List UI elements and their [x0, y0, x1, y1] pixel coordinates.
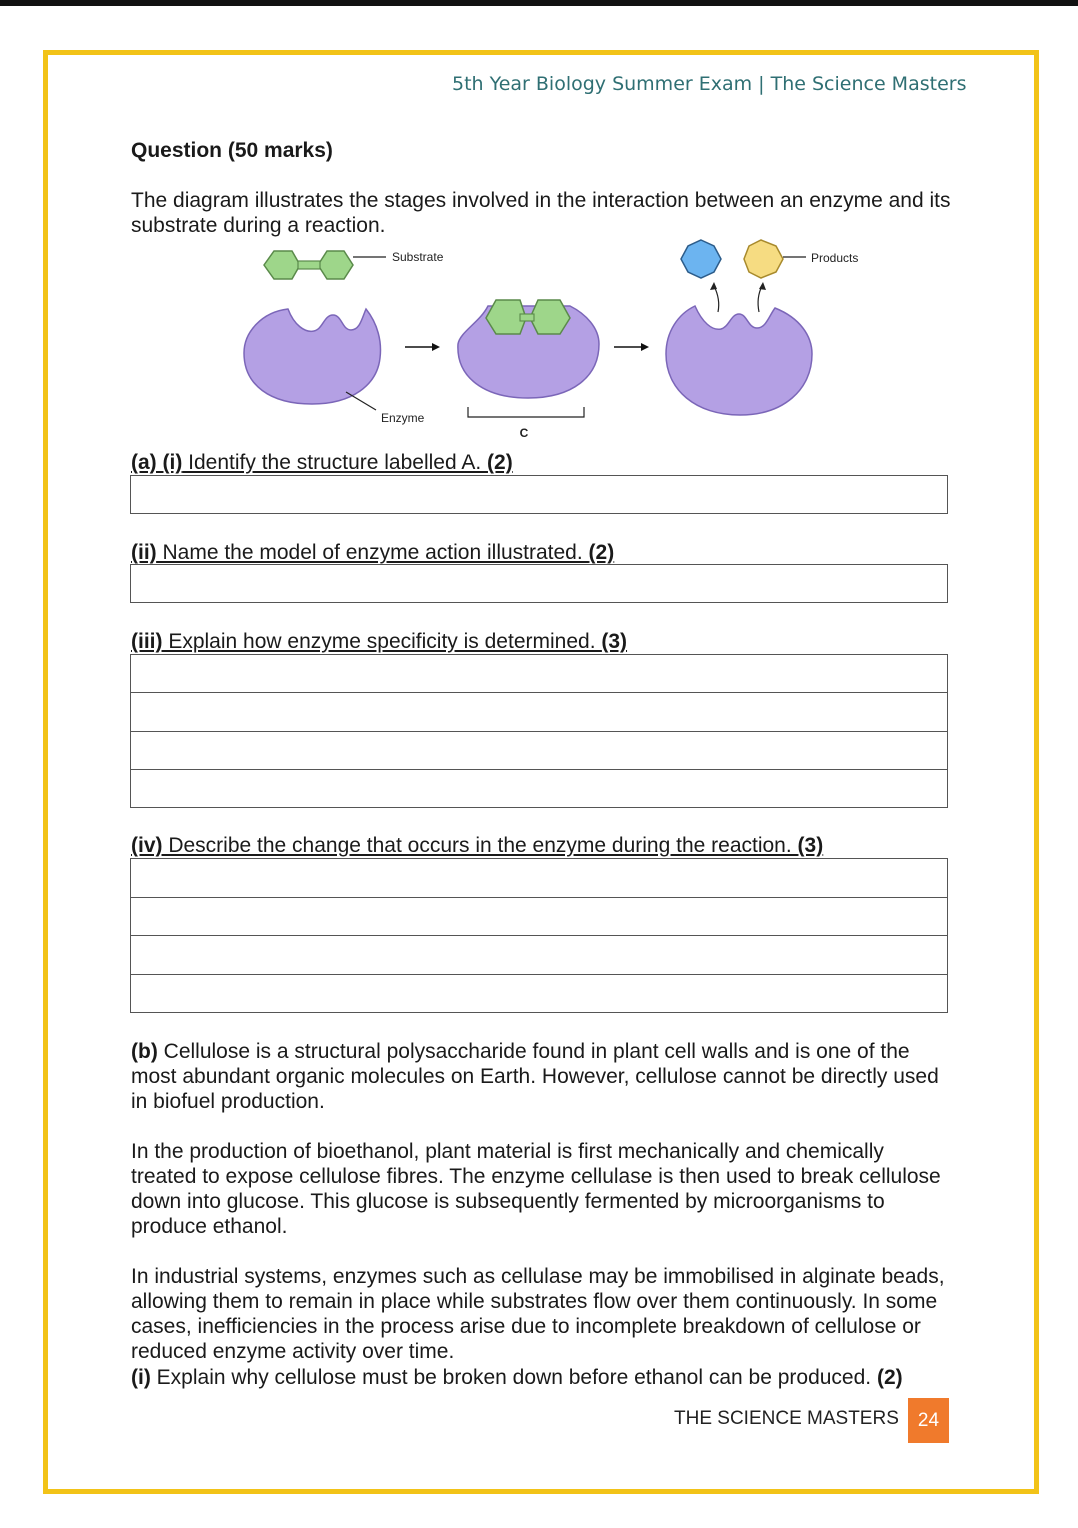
enzyme-shape-3: [666, 306, 812, 415]
question-heading: Question (50 marks): [131, 139, 333, 162]
enzyme-shape-1: [244, 309, 380, 404]
top-edge-bar: [0, 0, 1078, 6]
question-b-i: (i) Explain why cellulose must be broken down before ethanol can be produced. (2): [131, 1366, 903, 1389]
part-b-paragraph-1: (b) Cellulose is a structural polysaccharide found in plant cell walls and is one of the most abundant organic molecules on Earth. However, cellulose cannot be directly used in biofuel production.: [131, 1040, 939, 1113]
enzyme-leader-line: [346, 392, 376, 410]
products-label: Products: [811, 251, 859, 265]
complex-label: C: [519, 426, 529, 440]
arrow-1: [405, 343, 440, 351]
page-number-badge: 24: [908, 1398, 949, 1443]
part-b-paragraph-2: In the production of bioethanol, plant material is first mechanically and chemically treated to expose cellulose fibres. The enzyme cellulase is then used to break cellulose down into glucose. This glucose is subsequently fermented by microorganisms to produce ethanol.: [131, 1140, 941, 1238]
question-a-iv: (iv) Describe the change that occurs in the enzyme during the reaction. (3): [131, 834, 824, 857]
footer-brand: THE SCIENCE MASTERS: [674, 1408, 899, 1429]
page-header-title: 5th Year Biology Summer Exam | The Science Masters: [452, 73, 967, 95]
substrate-molecule: [264, 251, 353, 279]
answer-line[interactable]: [131, 898, 947, 937]
question-a-i: (a) (i) Identify the structure labelled A. (2): [131, 451, 513, 474]
answer-box-a-iv[interactable]: [130, 858, 948, 1013]
arrow-2: [614, 343, 649, 351]
part-b-paragraph-3: In industrial systems, enzymes such as cellulase may be immobilised in alginate beads, allowing them to remain in place while substrates flow over them continuously. In some cases, inefficiencies in the process arise due to incomplete breakdown of cellulose or reduced enzyme activity over time.: [131, 1265, 945, 1363]
release-arrows: [710, 282, 766, 312]
answer-box-a-ii[interactable]: [130, 564, 948, 603]
answer-line[interactable]: [131, 732, 947, 770]
product-yellow: [744, 240, 783, 278]
answer-line[interactable]: [131, 655, 947, 693]
answer-line[interactable]: [131, 770, 947, 807]
answer-line[interactable]: [131, 693, 947, 731]
answer-box-a-i[interactable]: [130, 475, 948, 514]
enzyme-label: Enzyme: [381, 411, 425, 425]
question-intro: The diagram illustrates the stages involved in the interaction between an enzyme and its substrate during a reaction.: [131, 189, 951, 237]
product-blue: [681, 240, 721, 278]
answer-line[interactable]: [131, 859, 947, 898]
question-a-iii: (iii) Explain how enzyme specificity is determined. (3): [131, 630, 628, 653]
answer-line[interactable]: [131, 936, 947, 975]
enzyme-substrate-complex: [458, 300, 599, 398]
substrate-label: Substrate: [392, 250, 444, 264]
complex-bracket: [468, 407, 584, 417]
answer-line[interactable]: [131, 975, 947, 1013]
question-a-ii: (ii) Name the model of enzyme action illustrated. (2): [131, 541, 615, 564]
enzyme-substrate-diagram: [230, 232, 859, 447]
answer-box-a-iii[interactable]: [130, 654, 948, 808]
